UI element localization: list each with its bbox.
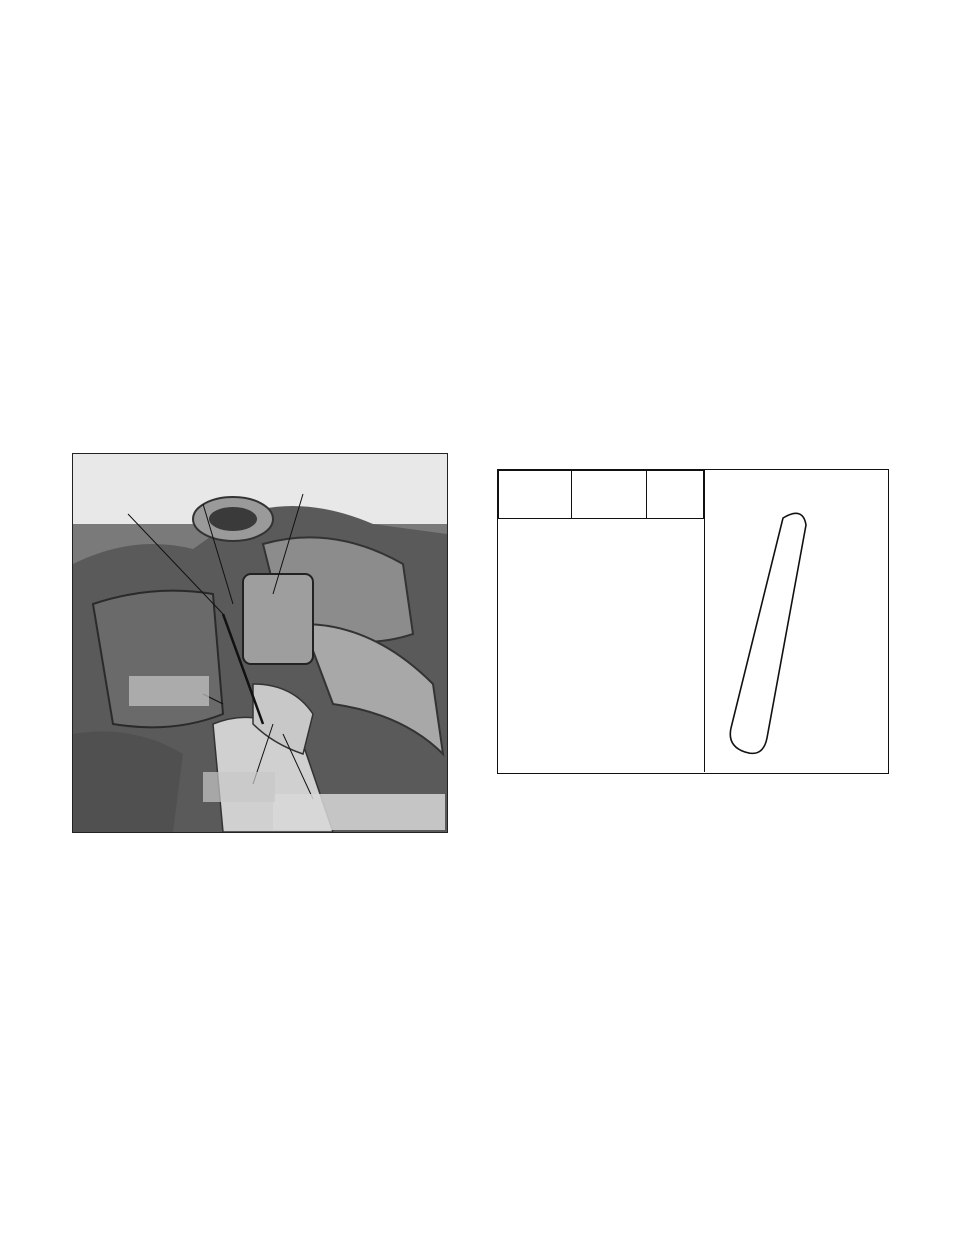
hole-no-header [646,471,703,519]
governor-lever-chart [497,469,889,774]
engine-illustration [73,454,447,832]
lever-panel [704,470,888,772]
full-load-header [499,471,572,519]
lever-diagram [705,470,888,772]
lever-arm-outline [730,513,806,753]
left-column [70,170,461,184]
no-load-header [572,471,646,519]
engine-photo [72,453,448,833]
right-column [498,156,888,170]
rpm-table [498,470,704,519]
